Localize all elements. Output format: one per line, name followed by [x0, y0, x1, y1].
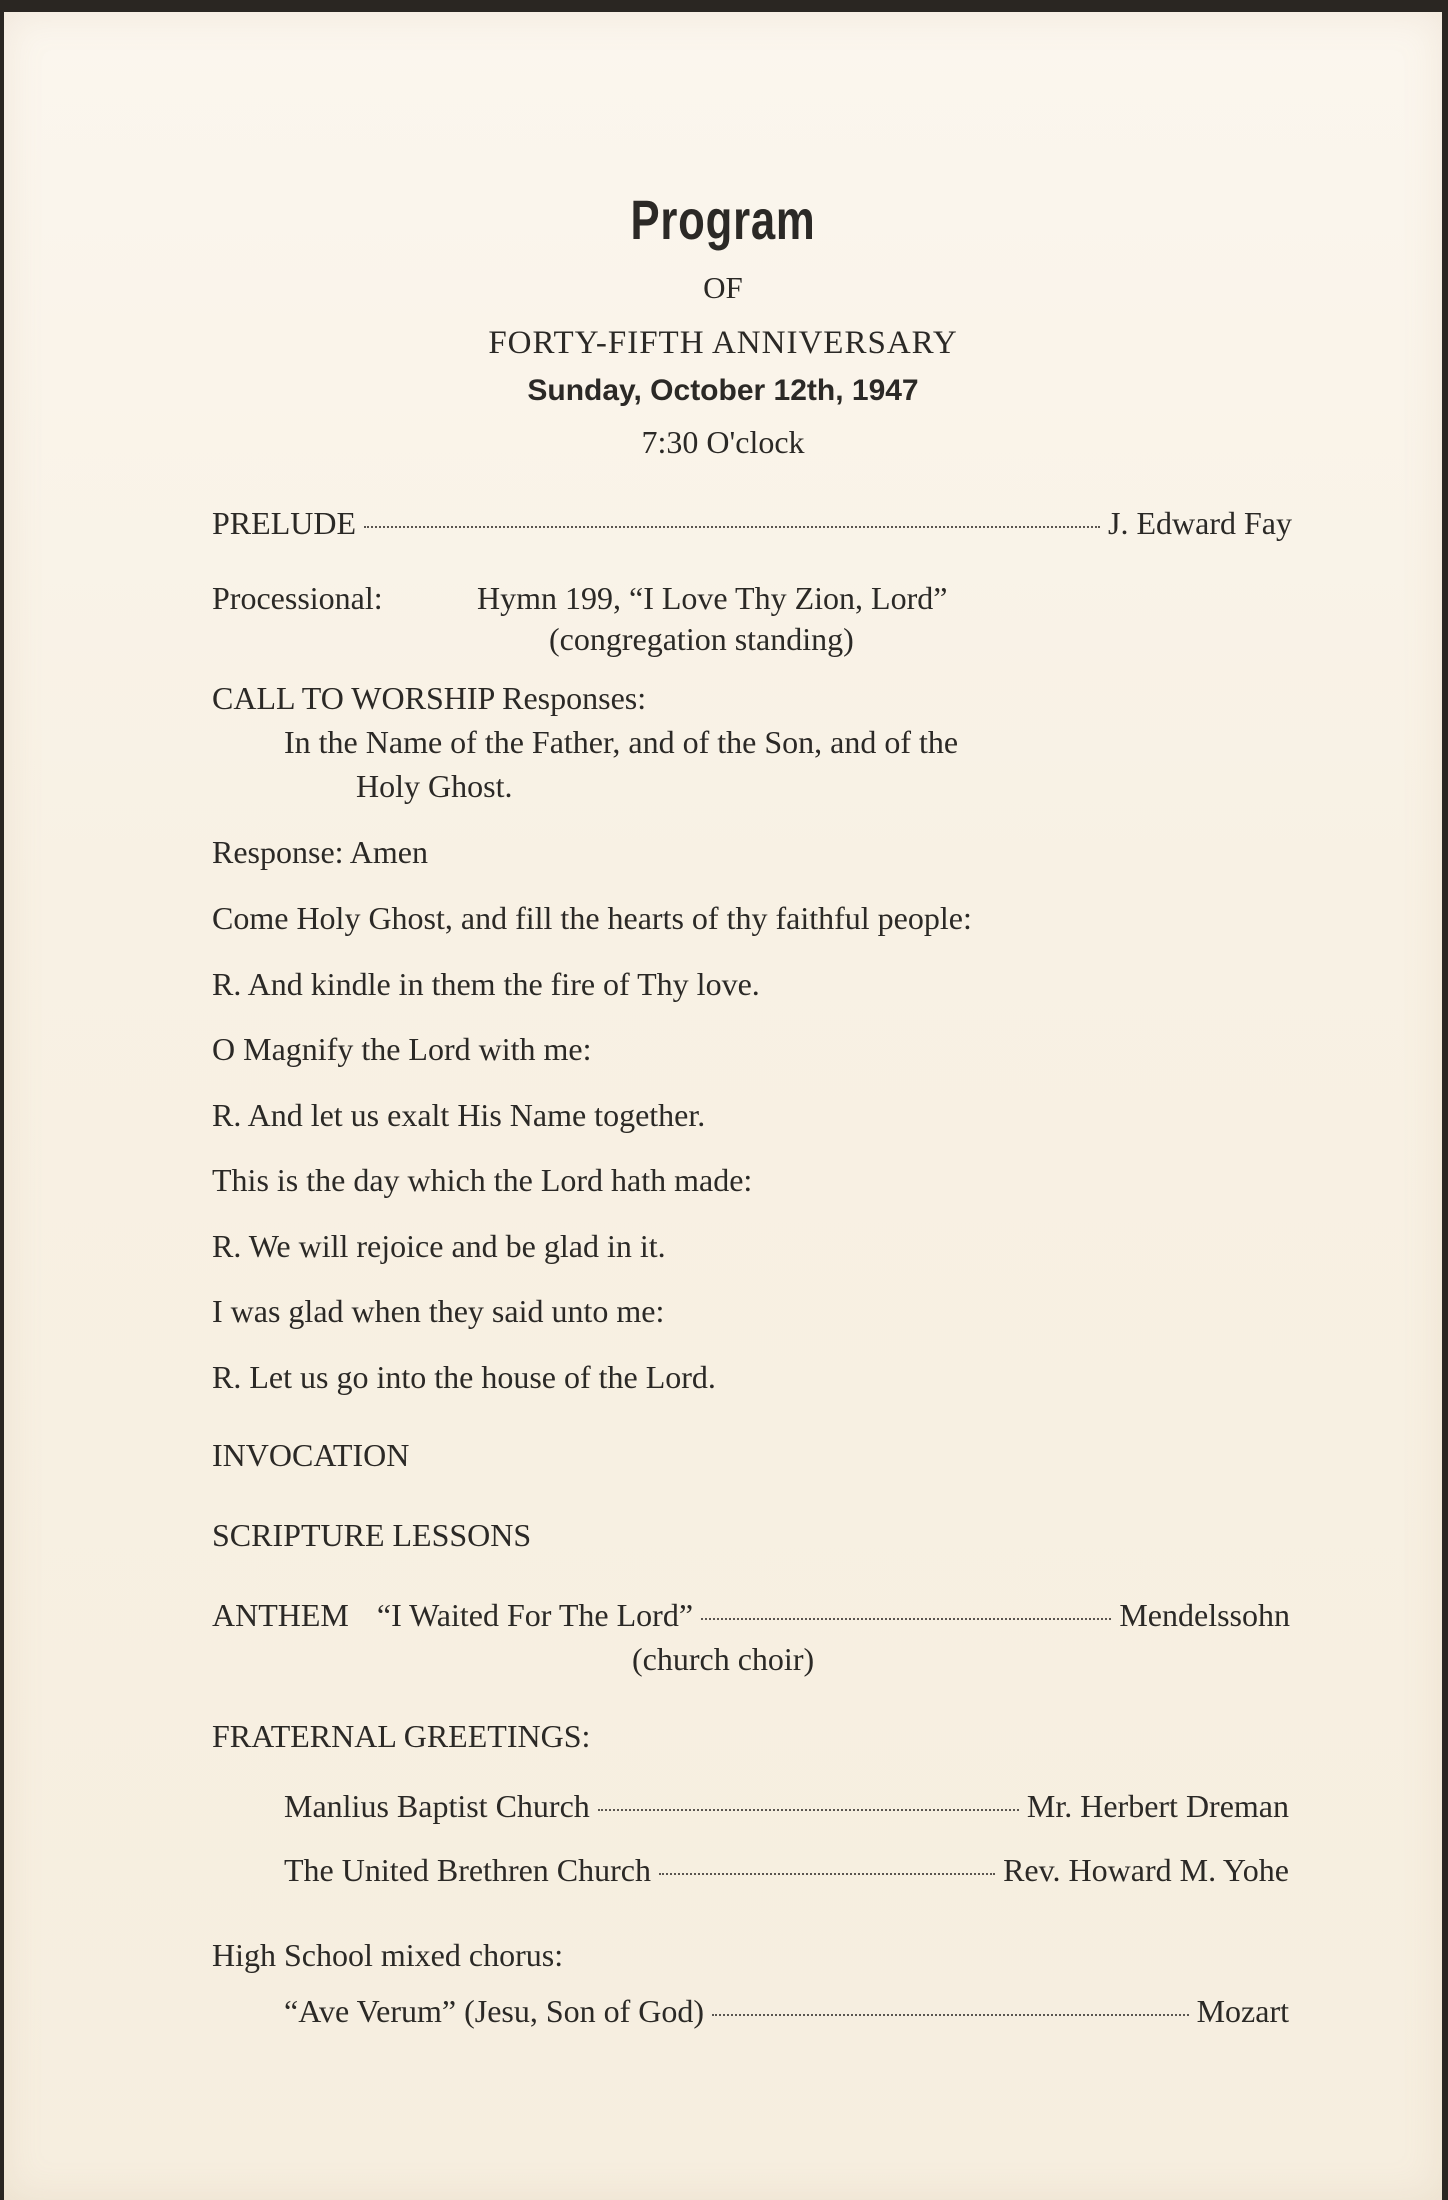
response-line: Response: Amen: [212, 834, 428, 870]
greeting-row: [284, 1852, 1289, 1889]
greeting-church: Manlius Baptist Church: [284, 1788, 590, 1824]
date-line: Sunday, October 12th, 1947: [527, 374, 919, 407]
processional-label: Processional:: [212, 580, 383, 616]
chorus-heading: High School mixed chorus:: [212, 1937, 564, 1973]
dot-leader: [364, 526, 1100, 528]
response-line: R. And let us exalt His Name together.: [212, 1097, 706, 1133]
greeting-church: The United Brethren Church: [284, 1852, 651, 1888]
greeting-speaker: Rev. Howard M. Yohe: [1003, 1852, 1289, 1888]
response-line: R. And kindle in them the fire of Thy love.: [212, 966, 760, 1002]
response-line: O Magnify the Lord with me:: [212, 1031, 592, 1067]
invocation: INVOCATION: [212, 1437, 410, 1473]
call-to-worship-line: Holy Ghost.: [356, 768, 513, 804]
program-title: Program: [630, 188, 816, 251]
dot-leader: [659, 1873, 995, 1875]
processional-note: (congregation standing): [549, 621, 854, 657]
response-line: Come Holy Ghost, and fill the hearts of thy faithful people:: [212, 900, 972, 936]
dot-leader: [712, 2014, 1189, 2016]
anthem-title: “I Waited For The Lord”: [376, 1597, 694, 1633]
dot-leader: [598, 1809, 1019, 1811]
call-to-worship-heading: CALL TO WORSHIP Responses:: [212, 680, 647, 716]
greeting-speaker: Mr. Herbert Dreman: [1026, 1788, 1289, 1824]
response-line: This is the day which the Lord hath made:: [212, 1162, 753, 1198]
prelude-label: PRELUDE: [212, 505, 356, 541]
of-line: OF: [703, 270, 743, 305]
response-line: I was glad when they said unto me:: [212, 1293, 665, 1329]
chorus-piece: “Ave Verum” (Jesu, Son of God): [284, 1993, 705, 2029]
call-to-worship-line: In the Name of the Father, and of the Son, and of the: [284, 724, 959, 760]
program-page: [4, 12, 1442, 2200]
greeting-row: [284, 1788, 1289, 1825]
scripture-lessons: SCRIPTURE LESSONS: [212, 1517, 532, 1553]
prelude-row: [212, 505, 1292, 542]
response-line: R. We will rejoice and be glad in it.: [212, 1228, 666, 1264]
chorus-composer: Mozart: [1196, 1993, 1289, 2029]
anthem-label: ANTHEM: [212, 1597, 349, 1633]
anthem-note: (church choir): [632, 1641, 815, 1677]
processional-hymn: Hymn 199, “I Love Thy Zion, Lord”: [477, 580, 948, 616]
chorus-row: [284, 1993, 1289, 2030]
time-line: 7:30 O'clock: [641, 424, 805, 460]
greetings-heading: FRATERNAL GREETINGS:: [212, 1718, 591, 1754]
anthem-row: [212, 1597, 1290, 1634]
anniversary-line: FORTY-FIFTH ANNIVERSARY: [488, 325, 958, 361]
response-line: R. Let us go into the house of the Lord.: [212, 1359, 716, 1395]
dot-leader: [701, 1618, 1111, 1620]
prelude-performer: J. Edward Fay: [1108, 505, 1292, 541]
anthem-composer: Mendelssohn: [1119, 1597, 1290, 1633]
